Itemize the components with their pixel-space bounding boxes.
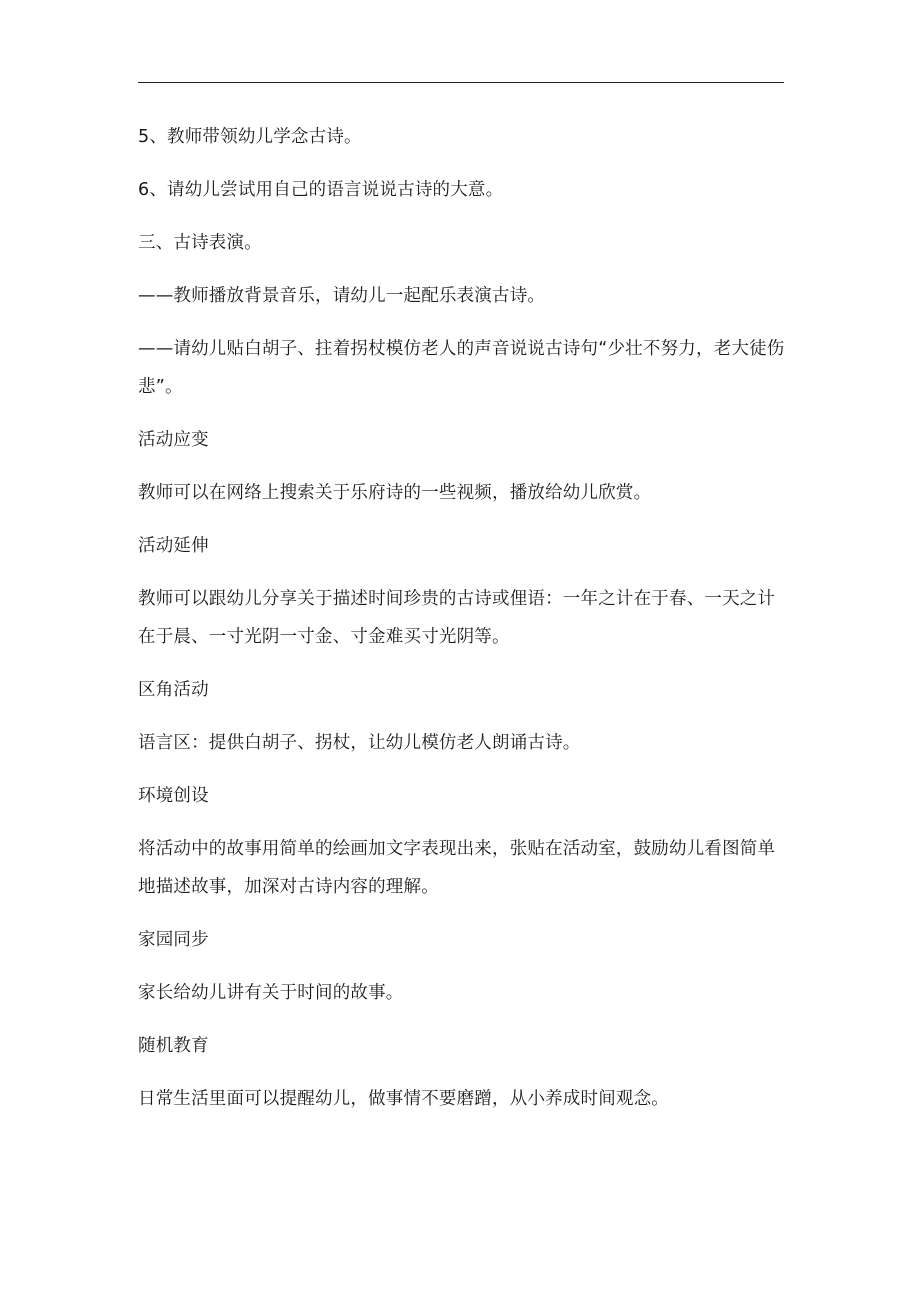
activity-extension-text: 教师可以跟幼儿分享关于描述时间珍贵的古诗或俚语：一年之计在于春、一天之计在于晨、一寸光阴一寸金、寸金难买寸光阴等。 <box>138 589 776 647</box>
step-6-text: 6、请幼儿尝试用自己的语言说说古诗的大意。 <box>138 180 504 200</box>
heading-corner-activity: 区角活动 <box>138 680 209 700</box>
performance-item-music: ——教师播放背景音乐，请幼儿一起配乐表演古诗。 <box>138 286 546 306</box>
activity-adaptation-text: 教师可以在网络上搜索关于乐府诗的一些视频，播放给幼儿欣赏。 <box>138 483 652 503</box>
heading-activity-adaptation: 活动应变 <box>138 430 209 450</box>
heading-environment: 环境创设 <box>138 786 209 806</box>
environment-text: 将活动中的故事用简单的绘画加文字表现出来，张贴在活动室，鼓励幼儿看图简单地描述故事，加深对古诗内容的理解。 <box>138 839 776 897</box>
heading-home-school: 家园同步 <box>138 930 209 950</box>
header-rule <box>138 82 784 83</box>
performance-item-imitate: ——请幼儿贴白胡子、拄着拐杖模仿老人的声音说说古诗句“少壮不努力，老大徒伤悲”。 <box>138 339 785 397</box>
home-school-text: 家长给幼儿讲有关于时间的故事。 <box>138 983 404 1003</box>
incidental-education-text: 日常生活里面可以提醒幼儿，做事情不要磨蹭，从小养成时间观念。 <box>138 1089 669 1109</box>
heading-incidental-education: 随机教育 <box>138 1036 209 1056</box>
document-body <box>138 118 788 1133</box>
section-heading-performance: 三、古诗表演。 <box>138 233 262 253</box>
corner-activity-text: 语言区：提供白胡子、拐杖，让幼儿模仿老人朗诵古诗。 <box>138 733 581 753</box>
heading-activity-extension: 活动延伸 <box>138 536 209 556</box>
step-5-text: 5、教师带领幼儿学念古诗。 <box>138 127 362 147</box>
